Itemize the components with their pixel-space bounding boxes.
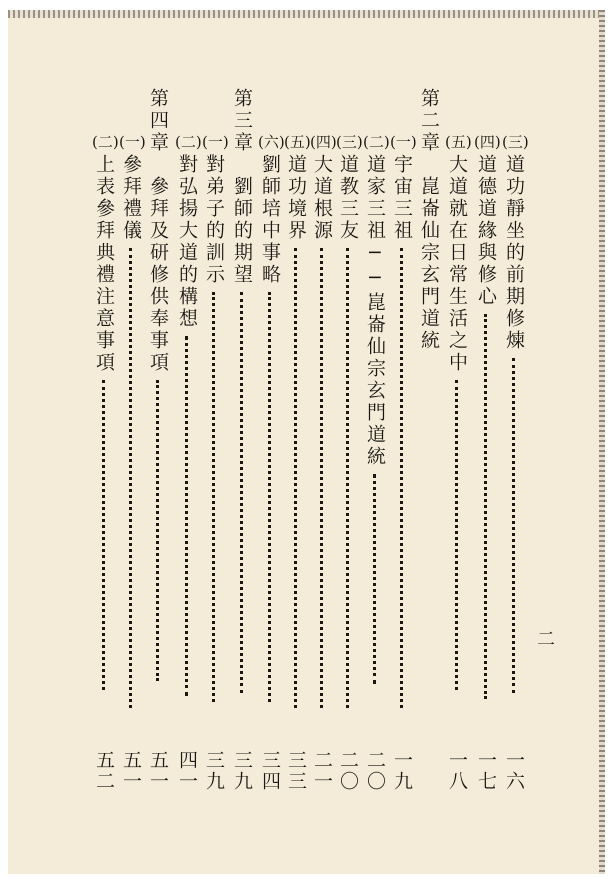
toc-entry[interactable] <box>390 130 417 708</box>
toc-leader-dots <box>484 314 489 699</box>
toc-entry-number: (三) <box>502 133 529 151</box>
toc-entry[interactable] <box>230 88 254 693</box>
toc-page-number: 五一 <box>120 750 142 792</box>
toc-entry-title: 道教三友 <box>337 154 359 242</box>
toc-page-number: 一七 <box>475 750 497 792</box>
toc-entry-number: (五) <box>284 133 311 151</box>
toc-entry-title: 宇宙三祖 <box>391 154 413 242</box>
toc-entry-title: 道德道緣與修心 <box>475 154 497 308</box>
toc-leader-dots <box>346 248 351 708</box>
toc-entry-number: (六) <box>258 133 285 151</box>
toc-page-number: 三九 <box>231 750 253 792</box>
toc-entry-title: 第二章 崑崙仙宗玄門道統 <box>418 88 440 352</box>
toc-page-number: 五一 <box>147 750 169 792</box>
toc-entry-title: 第四章 參拜及研修供奉事項 <box>147 88 169 374</box>
toc-entry-number: (一) <box>390 133 417 151</box>
toc-leader-dots <box>240 292 245 693</box>
toc-entry[interactable] <box>336 130 363 708</box>
page-top-edge <box>8 10 605 18</box>
toc-leader-dots <box>455 380 460 690</box>
toc-entry[interactable] <box>119 130 146 708</box>
toc-leader-dots <box>156 380 161 681</box>
toc-entry-title: 第三章 劉師的期望 <box>231 88 253 286</box>
toc-leader-dots <box>400 248 405 708</box>
toc-page-number: 二〇 <box>364 750 386 792</box>
toc-entry[interactable] <box>310 130 337 708</box>
toc-entry-number: (五) <box>445 133 472 151</box>
toc-page-number: 一八 <box>446 750 468 792</box>
toc-leader-dots <box>212 292 217 702</box>
toc-entry-number: (二) <box>175 133 202 151</box>
toc-leader-dots <box>268 292 273 702</box>
toc-entry-number: (二) <box>363 133 390 151</box>
toc-entry-title: 大道根源 <box>311 154 333 242</box>
book-page <box>8 10 605 874</box>
toc-page-number: 三三 <box>285 750 307 792</box>
toc-leader-dots <box>320 248 325 708</box>
toc-entry[interactable] <box>175 130 202 696</box>
toc-entry-number: (四) <box>310 133 337 151</box>
toc-entry[interactable] <box>146 88 170 681</box>
toc-entry-number: (二) <box>92 133 119 151</box>
toc-leader-dots <box>129 248 134 708</box>
toc-page-number: 三九 <box>203 750 225 792</box>
page-folio: 二 <box>537 629 555 650</box>
toc-entry[interactable] <box>92 130 119 690</box>
toc-page-number: 五二 <box>93 750 115 792</box>
toc-entry-number: (一) <box>119 133 146 151</box>
toc-entry-title: 大道就在日常生活之中 <box>446 154 468 374</box>
toc-page-number: 一六 <box>503 750 525 792</box>
toc-entry[interactable] <box>258 130 285 702</box>
toc-entry-title: 道功靜坐的前期修煉 <box>503 154 525 352</box>
toc-entry[interactable] <box>284 130 311 708</box>
toc-page-number: 二一 <box>311 750 333 792</box>
toc-leader-dots <box>294 248 299 708</box>
toc-page-number: 三四 <box>259 750 281 792</box>
toc-entry-title: 道功境界 <box>285 154 307 242</box>
toc-entry[interactable] <box>417 88 441 352</box>
toc-entry[interactable] <box>202 130 229 702</box>
toc-entry[interactable] <box>502 130 529 693</box>
toc-entry[interactable] <box>445 130 472 690</box>
toc-leader-dots <box>185 336 190 696</box>
toc-entry-title: 道家三祖──崑崙仙宗玄門道統 <box>364 154 386 468</box>
toc-entry-number: (四) <box>474 133 501 151</box>
toc-page-number: 一九 <box>391 750 413 792</box>
page-spine-edge <box>599 10 605 874</box>
toc-page-number: 二〇 <box>337 750 359 792</box>
toc-page-number: 四一 <box>176 750 198 792</box>
toc-entry-title: 對弘揚大道的構想 <box>176 154 198 330</box>
toc-entry[interactable] <box>474 130 501 699</box>
toc-leader-dots <box>373 474 378 684</box>
toc-entry-title: 劉師培中事略 <box>259 154 281 286</box>
toc-entry-title: 上表參拜典禮注意事項 <box>93 154 115 374</box>
toc-leader-dots <box>512 358 517 693</box>
toc-leader-dots <box>102 380 107 690</box>
toc-entry-number: (一) <box>202 133 229 151</box>
toc-entry[interactable] <box>363 130 390 684</box>
toc-entry-title: 對弟子的訓示 <box>203 154 225 286</box>
toc-entry-title: 參拜禮儀 <box>120 154 142 242</box>
toc-entry-number: (三) <box>336 133 363 151</box>
